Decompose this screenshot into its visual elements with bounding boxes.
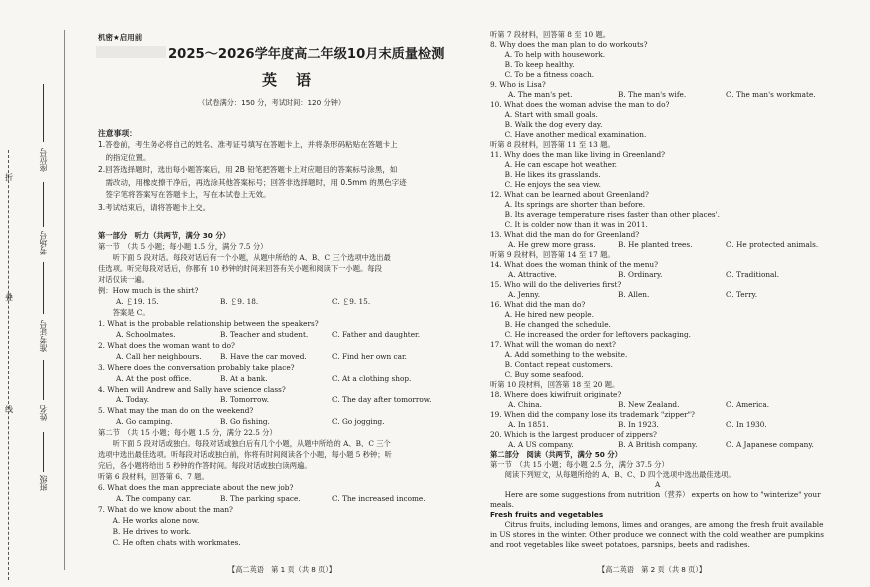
text-line: A (655, 480, 661, 489)
room-number-label: 考场号 (39, 231, 48, 255)
text-line: B. Walk the dog every day. (490, 120, 603, 129)
answer-option: B. Tomorrow. (220, 395, 270, 405)
section-heading: 第二部分 阅读（共两节，满分 50 分） (490, 450, 622, 459)
notes-heading: 注意事项： (98, 129, 137, 138)
note-line: 3.考试结束后，请将答题卡上交。 (98, 203, 211, 212)
answer-option: B. The parking space. (220, 494, 301, 504)
answer-option: A. Jenny. (508, 290, 541, 299)
redacted-area (96, 46, 166, 58)
answer-option: A. Schoolmates. (116, 329, 176, 339)
text-line: A. To help with housework. (490, 50, 606, 59)
seat-number-label: 座位号 (39, 148, 48, 172)
text-line: 17. What will the woman do next? (490, 340, 616, 349)
exam-title: 2025～2026学年度高二年级10月末质量检测 (168, 47, 445, 62)
text-line: C. Buy some seafood. (490, 370, 584, 379)
answer-option: C. The increased income. (332, 494, 426, 504)
note-line: 1.答卷前，考生务必将自己的姓名、准考证号填写在答题卡上，并将条形码粘贴在答题卡上 (98, 140, 398, 149)
subject-title: 英 语 (262, 71, 314, 89)
answer-option: B. At a bank. (220, 373, 268, 383)
text-line: 12. What can be learned about Greenland? (490, 190, 649, 199)
answer-option: B. In 1923. (618, 420, 659, 429)
text-line: 听第 8 段材料，回答第 11 至 13 题。 (490, 140, 615, 149)
note-line: 2.回答选择题时，选出每小题答案后，用 2B 铅笔把答题卡上对应题目的答案标号涂黑，如 (98, 165, 398, 175)
answer-option: C. The man's workmate. (726, 90, 816, 99)
text-line: 听第 7 段材料，回答第 8 至 10 题。 (490, 30, 611, 39)
text-line: A. Start with small goals. (490, 110, 598, 119)
answer-option: A. At the post office. (116, 373, 192, 383)
text-line: 阅读下列短文，从每题所给的 A、B、C、D 四个选项中选出最佳选项。 (490, 470, 736, 479)
section-heading: Fresh fruits and vegetables (490, 510, 604, 519)
text-line: 20. Which is the largest producer of zippers? (490, 430, 657, 439)
text-line: meals. (490, 500, 514, 509)
text-line: C. It is colder now than it was in 2011. (490, 220, 648, 229)
answer-option: C. In 1930. (726, 420, 767, 429)
text-line: and root vegetables like sweet potatoes, parsnips, beets and radishes. (490, 540, 751, 549)
text-line: 听第 9 段材料，回答第 14 至 17 题。 (490, 250, 615, 259)
fold-char-3: 线 (5, 405, 13, 414)
admission-number-blank (43, 262, 44, 314)
text-line: Citrus fruits, including lemons, limes and oranges, are among the fresh fruit available (490, 520, 824, 529)
answer-option: C. America. (726, 400, 770, 409)
text-line: 答案是 C。 (98, 307, 150, 317)
text-line: 听下面 5 段对话。每段对话后有一个小题，从题中所给的 A、B、C 三个选项中选出最 (98, 252, 391, 262)
seat-number-blank (43, 84, 44, 142)
answer-option: A. ￡19. 15. (116, 296, 159, 306)
text-line: 3. Where does the conversation probably take place? (98, 362, 295, 372)
answer-option: C. Go jogging. (332, 417, 385, 427)
text-line: 完后，各小题将给出 5 秒钟的作答时间。每段对话或独白读两遍。 (98, 461, 312, 471)
text-line: C. He often chats with workmates. (98, 538, 241, 547)
text-line: 5. What may the man do on the weekend? (98, 406, 254, 416)
answer-option: B. He planted trees. (618, 240, 693, 249)
section-heading: 第一部分 听力（共两节，满分 30 分） (98, 231, 230, 240)
page-footer-right: 【高二英语 第 2 页（共 8 页）】 (598, 565, 707, 574)
class-blank (43, 432, 44, 472)
text-line: B. He changed the schedule. (490, 320, 611, 329)
answer-option: C. Traditional. (726, 270, 780, 279)
answer-option: A. China. (508, 400, 542, 409)
text-line: 6. What does the man appreciate about the new job? (98, 483, 294, 493)
text-line: 11. Why does the man like living in Greenland? (490, 150, 666, 159)
fold-line (8, 150, 9, 580)
fold-char-1: 折 (5, 173, 13, 182)
text-line: A. He hired new people. (490, 310, 594, 319)
text-line: 10. What does the woman advise the man to do? (490, 100, 670, 109)
answer-option: A. The man's pet. (508, 90, 573, 99)
text-line: 4. When will Andrew and Sally have science class? (98, 384, 286, 394)
answer-option: B. Go fishing. (220, 417, 270, 427)
answer-option: C. He protected animals. (726, 240, 819, 249)
text-line: 14. What does the woman think of the menu? (490, 260, 659, 269)
text-line: 2. What does the woman want to do? (98, 340, 235, 350)
text-line: 佳选项。听完每段对话后，你都有 10 秒钟的时间来回答有关小题和阅读下一小题。每段 (98, 263, 382, 273)
note-line: 需改动，用橡皮擦干净后，再选涂其他答案标号；回答非选择题时，用 0.5mm 的黑色字迹 (98, 177, 407, 187)
confidential-mark: 机密★启用前 (98, 33, 143, 42)
answer-option: C. Find her own car. (332, 351, 407, 361)
text-line: 听下面 5 段对话或独白。每段对话或独白后有几个小题，从题中所给的 A、B、C 三个 (98, 439, 391, 449)
answer-option: A. In 1851. (508, 420, 549, 429)
text-line: 18. Where does kiwifruit originate? (490, 390, 622, 399)
fold-char-2: 叠 (5, 293, 13, 302)
answer-option: A. A US company. (508, 440, 574, 449)
answer-option: A. Attractive. (508, 270, 557, 279)
text-line: A. He works alone now. (98, 516, 200, 526)
answer-option: C. Father and daughter. (332, 329, 421, 339)
answer-option: A. Call her neighbours. (116, 351, 202, 361)
note-line: 的指定位置。 (98, 152, 151, 162)
answer-option: B. ￡9. 18. (220, 296, 259, 306)
margin-divider (64, 30, 65, 570)
text-line: A. Its springs are shorter than before. (490, 200, 646, 209)
text-line: B. He likes its grasslands. (490, 170, 601, 179)
name-label: 姓名 (39, 405, 48, 421)
page-footer-left: 【高二英语 第 1 页（共 8 页）】 (228, 565, 337, 574)
text-line: in US stores in the winter. Other produce we connect with the cold weather are pumpkins (490, 530, 824, 539)
text-line: 16. What did the man do? (490, 300, 586, 309)
text-line: A. Add something to the website. (490, 350, 628, 359)
admission-number-label: 准考证号 (39, 320, 48, 352)
text-line: 第一节 （共 5 小题；每小题 1.5 分，满分 7.5 分） (98, 241, 268, 251)
text-line: C. He enjoys the sea view. (490, 180, 601, 189)
text-line: C. He increased the order for leftovers packaging. (490, 330, 691, 339)
exam-info: （试卷满分：150 分，考试时间：120 分钟） (198, 98, 346, 107)
text-line: Here are some suggestions from nutrition（营养） experts on how to "winterize" your (490, 490, 821, 499)
answer-option: C. At a clothing shop. (332, 373, 412, 383)
text-line: 9. Who is Lisa? (490, 80, 546, 89)
answer-option: B. Teacher and student. (220, 329, 309, 339)
text-line: 7. What do we know about the man? (98, 505, 233, 515)
text-line: 例：How much is the shirt? (98, 285, 199, 295)
answer-option: C. ￡9. 15. (332, 296, 371, 306)
text-line: B. To keep healthy. (490, 60, 575, 69)
text-line: B. Contact repeat customers. (490, 360, 613, 369)
answer-option: B. Allen. (618, 290, 650, 299)
text-line: 19. When did the company lose its trademark "zipper"? (490, 410, 695, 419)
text-line: B. He drives to work. (98, 527, 192, 537)
answer-option: B. New Zealand. (618, 400, 680, 409)
answer-option: A. The company car. (116, 494, 192, 504)
class-label: 班级 (39, 475, 48, 491)
answer-option: B. The man's wife. (618, 90, 687, 99)
text-line: B. Its average temperature rises faster than other places'. (490, 210, 720, 219)
text-line: 听第 10 段材料，回答第 18 至 20 题。 (490, 380, 620, 389)
answer-option: B. A British company. (618, 440, 698, 449)
text-line: 13. What did the man do for Greenland? (490, 230, 640, 239)
text-line: C. Have another medical examination. (490, 130, 647, 139)
text-line: A. He can escape hot weather. (490, 160, 617, 169)
text-line: 第一节 （共 15 小题；每小题 2.5 分，满分 37.5 分） (490, 460, 669, 469)
note-line: 签字笔将答案写在答题卡上，写在本试卷上无效。 (98, 190, 271, 200)
answer-option: A. He grew more grass. (508, 240, 596, 249)
answer-option: C. The day after tomorrow. (332, 395, 432, 405)
text-line: 1. What is the probable relationship between the speakers? (98, 318, 319, 328)
text-line: 选项中选出最佳选项。听每段对话或独白前，你将有时间阅读各个小题，每小题 5 秒钟；听 (98, 450, 392, 460)
text-line: 15. Who will do the deliveries first? (490, 280, 622, 289)
answer-option: A. Today. (116, 395, 150, 405)
answer-option: C. A Japanese company. (726, 440, 814, 449)
text-line: 8. Why does the man plan to do workouts? (490, 40, 648, 49)
answer-option: B. Ordinary. (618, 270, 663, 279)
room-number-blank (43, 182, 44, 227)
name-blank (43, 360, 44, 400)
answer-option: B. Have the car moved. (220, 351, 307, 361)
text-line: C. To be a fitness coach. (490, 70, 595, 79)
answer-option: A. Go camping. (116, 417, 173, 427)
text-line: 听第 6 段材料，回答第 6、7 题。 (98, 472, 209, 482)
text-line: 第二节 （共 15 小题；每小题 1.5 分，满分 22.5 分） (98, 428, 277, 438)
answer-option: C. Terry. (726, 290, 758, 299)
text-line: 对话仅读一遍。 (98, 274, 150, 284)
